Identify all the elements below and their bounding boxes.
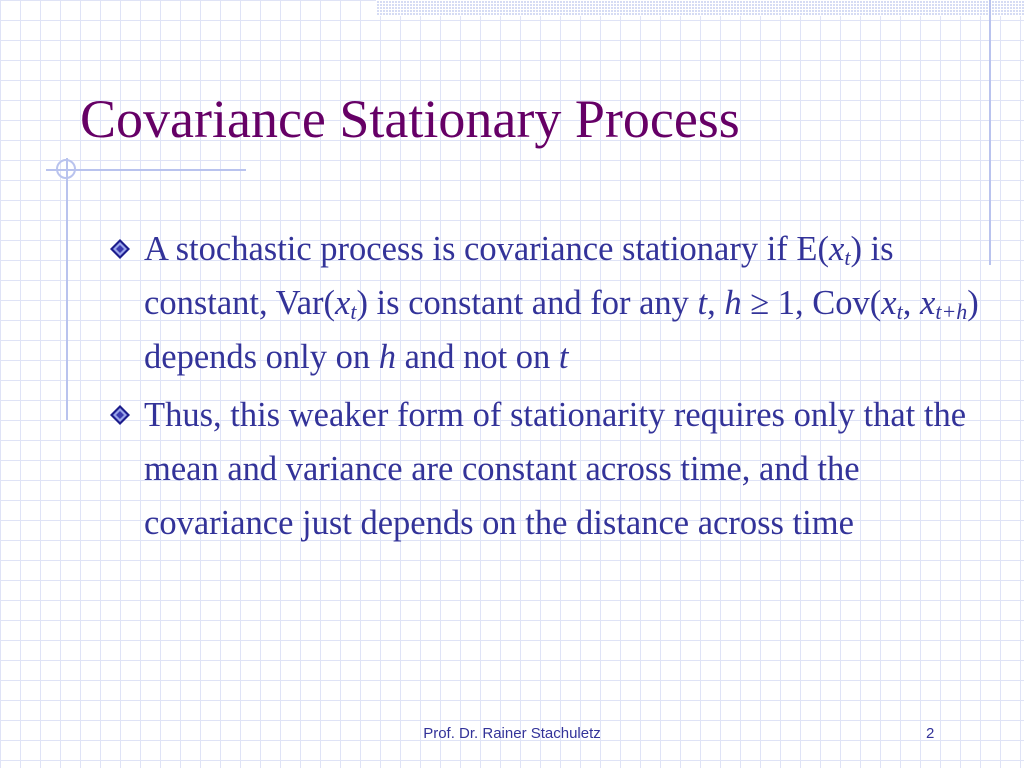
bullet-text: and not on (396, 338, 559, 376)
footer-author: Prof. Dr. Rainer Stachuletz (423, 725, 601, 742)
bullet-text: , (902, 284, 920, 322)
subscript-text: t (844, 245, 851, 270)
left-decorative-line (66, 158, 68, 420)
bullet-text: ) is constant and for any (356, 284, 698, 322)
bullet-text: x (334, 284, 351, 322)
bullet-text: x (881, 284, 897, 322)
bullet-text: ) depends only on (144, 284, 979, 376)
diamond-bullet-icon (110, 239, 130, 259)
bullet-text: t (697, 284, 708, 322)
decorative-ring (56, 159, 76, 179)
bullet-text: A stochastic process is covariance stationary if E( (144, 230, 829, 268)
bullet-list (102, 222, 982, 554)
bullet-item (102, 222, 982, 384)
bullet-text: , (707, 284, 725, 322)
bullet-text: Thus, this weaker form of stationarity requires only that the mean and variance are constant across time, and the covariance just depends on the distance across time (144, 396, 967, 542)
bullet-text: t (558, 338, 569, 376)
right-decorative-line (989, 0, 991, 265)
bullet-text: h (378, 338, 397, 376)
slide-title: Covariance Stationary Process (80, 89, 740, 149)
page-number: 2 (926, 725, 935, 742)
bullet-item (102, 388, 982, 550)
title-underline-decoration (46, 169, 246, 171)
bullet-text: h (724, 284, 742, 322)
top-decorative-bar (376, 0, 1024, 16)
bullet-text: x (828, 230, 845, 268)
bullet-text: ) is constant, Var( (144, 230, 894, 322)
bullet-text: ≥ 1, Cov( (741, 284, 882, 322)
bullet-text: x (920, 284, 936, 322)
diamond-bullet-icon (110, 405, 130, 425)
subscript-text: t (350, 299, 357, 324)
subscript-text: t+h (935, 299, 968, 324)
subscript-text: t (896, 299, 903, 324)
